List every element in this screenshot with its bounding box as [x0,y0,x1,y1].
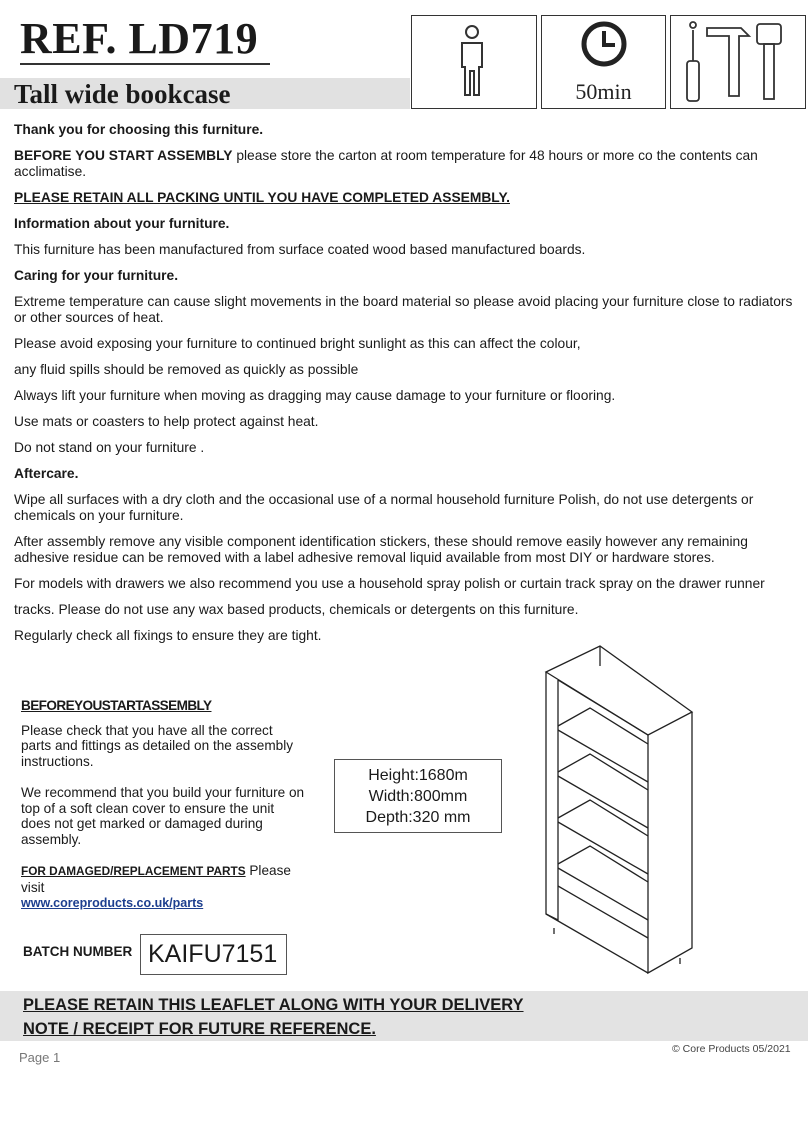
aftercare-line: Wipe all surfaces with a dry cloth and the occasional use of a normal household furniture Polish, do not use detergents or chemicals on your furniture. [14,492,754,523]
main-text [14,122,806,654]
caring-line: Always lift your furniture when moving as dragging may cause damage to your furniture or flooring. [14,388,616,403]
thanks-line: Thank you for choosing this furniture. [14,122,264,137]
damaged-parts [21,863,306,912]
person-box [411,15,537,109]
retain-packing: PLEASE RETAIN ALL PACKING UNTIL YOU HAVE COMPLETED ASSEMBLY. [14,190,510,205]
recommend-text: We recommend that you build your furniture on top of a soft clean cover to ensure the unit does not get marked or damaged during assembly. [21,785,305,847]
dimensions-box [334,759,502,833]
page-number: Page 1 [19,1050,61,1065]
before-label: BEFORE YOU START ASSEMBLY [14,148,233,163]
retain-line-2: NOTE / RECEIPT FOR FUTURE REFERENCE. [23,1020,376,1038]
aftercare-line: tracks. Please do not use any wax based products, chemicals or detergents on this furniture. [14,602,579,617]
width-dim: Width:800mm [368,788,468,805]
person-icon [412,16,538,110]
assembly-heading: BEFOREYOUSTARTASSEMBLY [21,698,212,713]
aftercare-line: For models with drawers we also recommend you use a household spray polish or curtain track spray on the drawer runner [14,576,765,591]
parts-link[interactable]: www.coreproducts.co.uk/parts [21,896,204,910]
info-text: This furniture has been manufactured from surface coated wood based manufactured boards. [14,242,586,257]
bookcase-illustration [530,640,700,980]
copyright: © Core Products 05/2021 [672,1043,791,1055]
damaged-label: FOR DAMAGED/REPLACEMENT PARTS [21,864,246,878]
tools-box [670,15,806,109]
caring-line: Use mats or coasters to help protect against heat. [14,414,319,429]
height-dim: Height:1680m [368,767,468,784]
caring-line: Extreme temperature can cause slight movements in the board material so please avoid placing your furniture close to radiators or other sources of heat. [14,294,793,325]
batch-number: KAIFU7151 [140,934,287,975]
aftercare-line: Regularly check all fixings to ensure they are tight. [14,628,322,643]
ref-number: REF. LD719 [20,14,259,63]
aftercare-line: After assembly remove any visible component identification stickers, these should remove easily however any remaining adhesive residue can be removed with a label adhesive removal liquid available from most DIY or hardware stores. [14,534,748,565]
page-title: Tall wide bookcase [14,79,231,109]
assembly-notes [21,698,306,912]
assembly-time: 50min [575,79,632,104]
check-parts-text: Please check that you have all the correct parts and fittings as detailed on the assembly instructions. [21,722,294,769]
tools-icon [671,16,807,110]
clock-icon [542,16,667,76]
depth-dim: Depth:320 mm [365,809,471,826]
caring-heading: Caring for your furniture. [14,268,179,283]
caring-line: Do not stand on your furniture . [14,440,205,455]
caring-line: any fluid spills should be removed as quickly as possible [14,362,359,377]
retain-notice [23,993,543,1041]
ref-underline [20,63,270,65]
before-text: please store the carton at room temperature for 48 hours or more co the contents can acclimatise. [14,148,758,179]
damaged-text: Please visit [21,863,291,895]
aftercare-heading: Aftercare. [14,466,79,481]
retain-line-1: PLEASE RETAIN THIS LEAFLET ALONG WITH YOUR DELIVERY [23,996,524,1014]
caring-line: Please avoid exposing your furniture to continued bright sunlight as this can affect the colour, [14,336,581,351]
before-paragraph [14,148,806,180]
info-heading: Information about your furniture. [14,216,230,231]
batch-label: BATCH NUMBER [23,944,133,959]
time-box [541,15,666,109]
